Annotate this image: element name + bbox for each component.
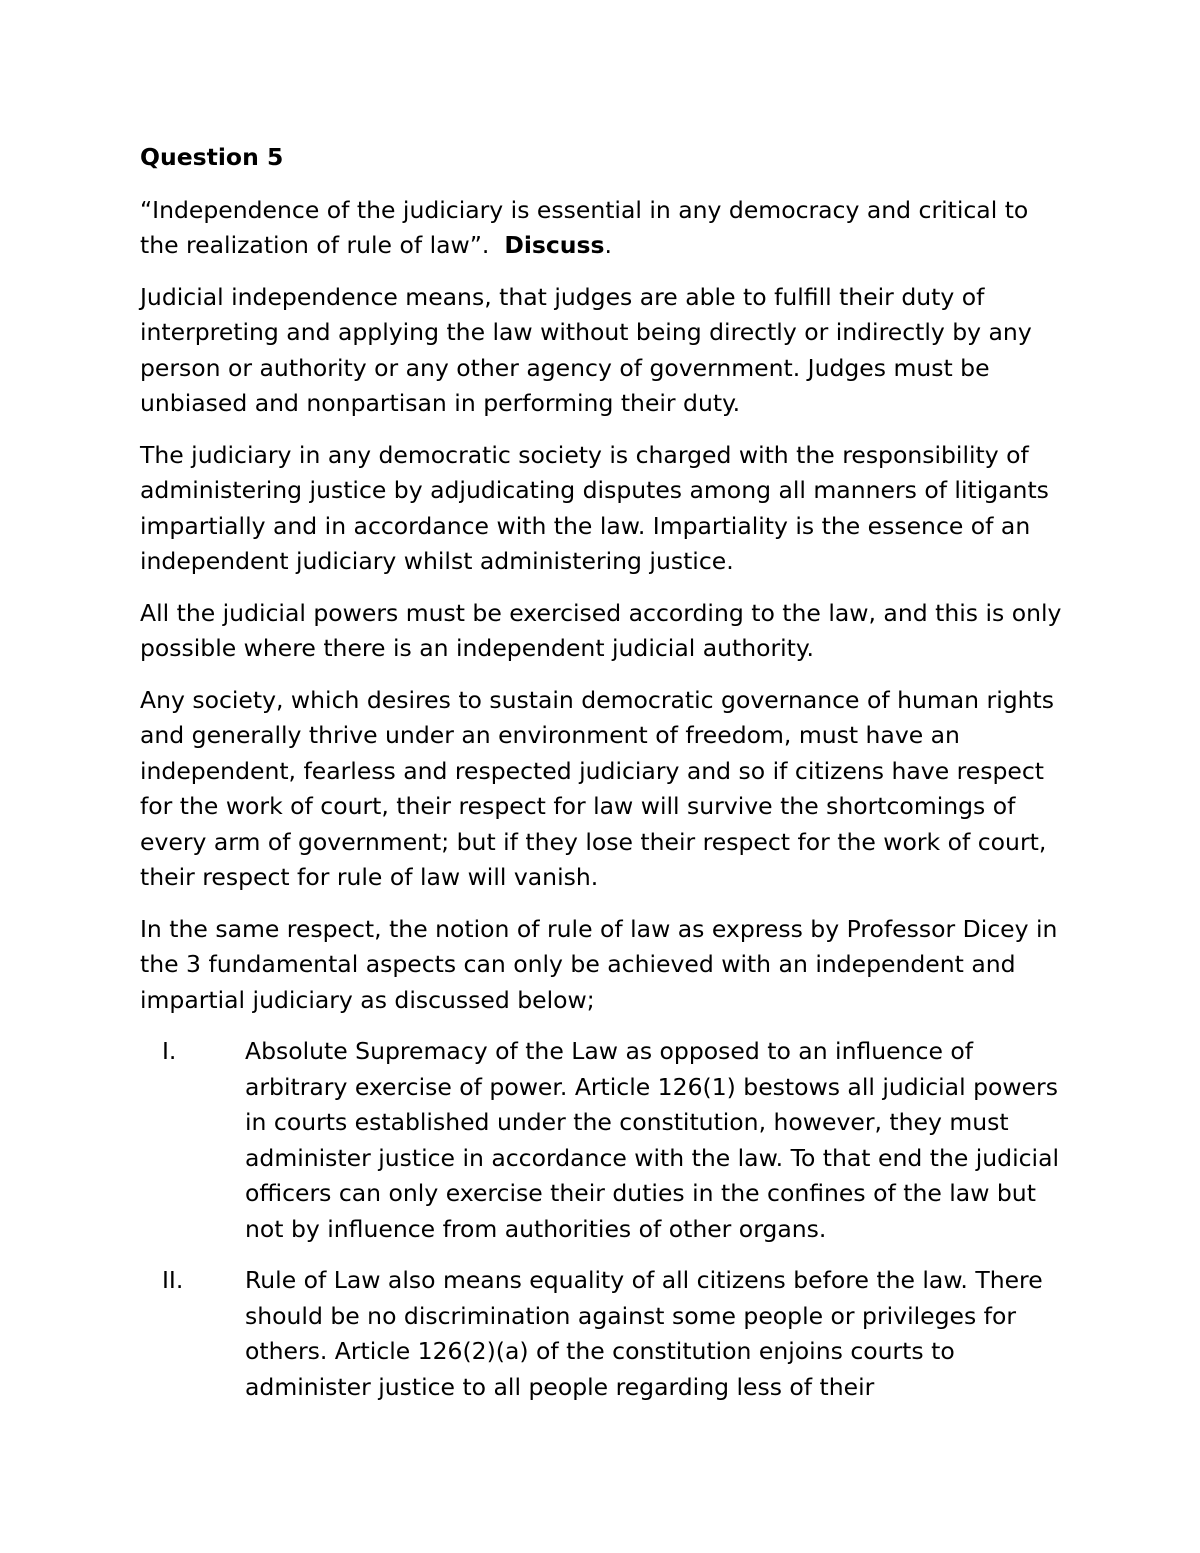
list-item <box>140 1034 1070 1247</box>
paragraph-judicial-independence: Judicial independence means, that judges are able to fulfill their duty of interpreting and applying the law without being directly or indirectly by any person or authority or any other agency of government. Judges must be unbiased and nonpartisan in performing their duty. <box>140 282 1032 417</box>
document-body <box>140 140 1070 1421</box>
question-instruction: Discuss <box>504 231 605 259</box>
paragraph-democratic-society: The judiciary in any democratic society is charged with the responsibility of administering justice by adjudicating disputes among all manners of litigants impartially and in accordance with the law. Impartiality is the essence of an independent judiciary whilst administering justice. <box>140 440 1049 575</box>
question-quote: “Independence of the judiciary is essential in any democracy and critical to the realization of rule of law”. <box>140 195 1029 259</box>
question-heading: Question 5 <box>140 143 284 171</box>
list-marker: II. <box>162 1266 184 1294</box>
list-item-text: Rule of Law also means equality of all citizens before the law. There should be no discrimination against some people or privileges for others. Article 126(2)(a) of the constitution enjoins courts to administer justice to all people regarding less of their <box>245 1266 1043 1401</box>
paragraph-dicey-aspects: In the same respect, the notion of rule of law as express by Professor Dicey in the 3 fundamental aspects can only be achieved with an independent and impartial judiciary as discussed below; <box>140 914 1058 1014</box>
roman-numeral-list <box>140 1034 1070 1405</box>
list-item-text: Absolute Supremacy of the Law as opposed to an influence of arbitrary exercise of power. Article 126(1) bestows all judicial powers in courts established under the constitution, however, they must administer justice in accordance with the law. To that end the judicial officers can only exercise their duties in the confines of the law but not by influence from authorities of other organs. <box>245 1037 1060 1243</box>
list-marker: I. <box>162 1037 177 1065</box>
question-period: . <box>604 231 612 259</box>
paragraph-judicial-powers: All the judicial powers must be exercised according to the law, and this is only possible where there is an independent judicial authority. <box>140 598 1062 662</box>
list-item <box>140 1263 1070 1405</box>
question-statement <box>140 193 1070 264</box>
paragraph-society-freedom: Any society, which desires to sustain democratic governance of human rights and generally thrive under an environment of freedom, must have an independent, fearless and respected judiciary and so if citizens have respect for the work of court, their respect for law will survive the shortcomings of every arm of government; but if they lose their respect for the work of court, their respect for rule of law will vanish. <box>140 685 1055 891</box>
